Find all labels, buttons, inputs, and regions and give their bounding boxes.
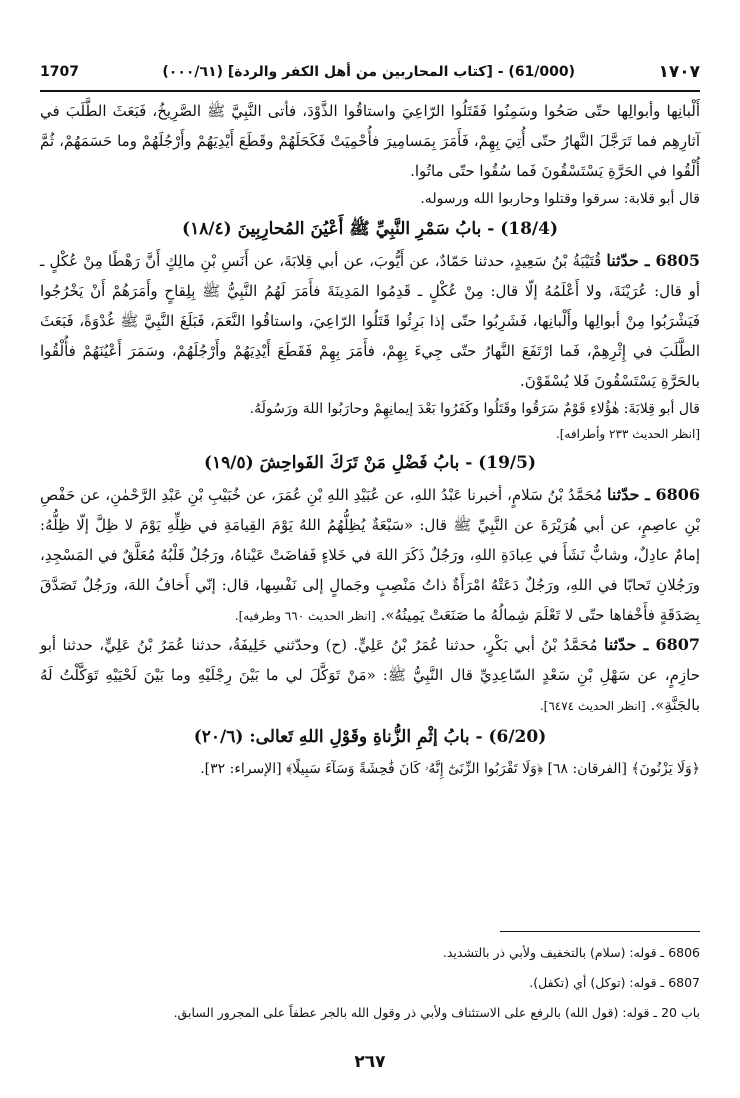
chapter-heading-20: (6/20) - بابُ إثْمِ الزُّناةِ وقَوْلِ اللهِ تَعالى: (٢٠/٦): [193, 727, 547, 747]
footer-page-number: ٢٦٧: [354, 1052, 386, 1072]
page-number-arabic: ١٧٠٧: [658, 62, 700, 82]
header-rule: [40, 90, 700, 92]
hadith-6805-number: 6805 ـ حدّثنا: [606, 251, 700, 270]
hadith-6805-text: قُتَيْبَةُ بْنُ سَعِيدٍ، حدثنا حَمّادٌ، عن أَيُّوبَ، عن أبي قِلابَةَ، عن أَنَسِ بْنِ مالِكٍ أَنَّ رَهْطًا مِنْ عُكْلٍ ـ أو قال: عُرَيْنَةَ، ولا أَعْلَمُهُ إلّا قال: مِنْ عُكْلٍ ـ قَدِمُوا المَدِينَةَ فأَمَرَ لَهُمُ النَّبِيُّ ﷺ بِلِقاحٍ وأَمَرَهُمْ أَنْ يَخْرُجُوا فَيَشْرَبُوا مِنْ أبوالِها وأَلْبانِها، فَشَرِبُوا حتّى إذا بَرِئُوا قَتَلُوا الرّاعِيَ، واستاقُوا النَّعَمَ، فَبَلَغَ النَّبِيَّ ﷺ غُدْوَةً، فَبَعَثَ الطَّلَبَ في إِثْرِهِمْ، فَما ارْتَفَعَ النَّهارُ حتّى جِيءَ بِهِمْ، فأَمَرَ بِهِمْ فَقَطَعَ أَيْدِيَهُمْ وأَرْجُلَهُمْ، وسَمَرَ أَعْيُنَهُمْ فأُلْقُوا بالحَرَّةِ يَسْتَسْقُونَ فَلا يُسْقَوْنَ.: [40, 252, 700, 390]
hadith-6807-number: 6807 ـ حدّثنا: [603, 635, 700, 654]
abu-qilaba-note-2: قال أبو قِلابَةَ: هٰؤُلاءِ قَوْمٌ سَرَقُوا وقَتَلُوا وكَفَرُوا بَعْدَ إيمانِهِمْ وحارَبُوا اللهَ ورَسُولَهُ.: [249, 401, 700, 417]
hadith-6807: [40, 630, 700, 720]
continuation-paragraph: أَلْبانِها وأبوالِها حتّى صَحُوا وسَمِنُوا فَقَتَلُوا الرّاعِيَ واستاقُوا الذَّوْدَ، فأتى النَّبِيَّ ﷺ الصَّرِيخُ، فَبَعَثَ الطَّلَبَ في آثارِهِم فما تَرَجَّلَ النَّهارُ حتّى أُتِيَ بِهِمْ، فَأَمَرَ بِمَسامِيرَ فأُحْمِيَتْ فَكَحَلَهُمْ وقَطَعَ أَيْدِيَهُمْ وأَرْجُلَهُمْ وما حَسَمَهُمْ، ثُمَّ أُلْقُوا في الحَرَّةِ يَسْتَسْقُونَ فَما سُقُوا حتّى ماتُوا.: [40, 102, 700, 180]
chapter-heading-19: (19/5) - بابُ فَضْلِ مَنْ تَرَكَ الفَواحِشَ (١٩/٥): [204, 453, 536, 473]
hadith-6807-text: مُحَمَّدُ بْنُ أبي بَكْرٍ، حدثنا عُمَرُ بْنُ عَلِيٍّ. (ح) وحدّثني خَلِيفَةُ، حدثنا عُمَرُ بْنُ عَلِيٍّ، حدثنا أبو حازِمٍ، عن سَهْلِ بْنِ سَعْدٍ السّاعِدِيِّ قال النَّبِيُّ ﷺ: «مَنْ تَوَكَّلَ لي ما بَيْنَ رِجْلَيْهِ وما بَيْنَ لَحْيَيْهِ تَوَكَّلْتُ لَهُ بالجَنَّةِ».: [40, 636, 700, 714]
main-text: [40, 96, 700, 784]
running-header: [40, 58, 700, 86]
reference-6806: [انظر الحديث ٦٦٠ وطرفيه].: [234, 609, 376, 623]
footnote-6806: 6806 ـ قوله: (سلام) بالتخفيف ولأبي ذر بالتشديد.: [442, 945, 700, 960]
reference-6805: [انظر الحديث ٢٣٣ وأطرافه].: [555, 427, 700, 441]
hadith-6806-text: مُحَمَّدُ بْنُ سَلامٍ، أخبرنا عَبْدُ اللهِ، عن عُبَيْدِ اللهِ بْنِ عُمَرَ، عن خُبَيْبِ بْنِ عَبْدِ الرَّحْمٰنِ، عن حَفْصِ بْنِ عاصِمٍ، عن أبي هُرَيْرَةَ عن النَّبِيِّ ﷺ قال: «سَبْعَةٌ يُظِلُّهُمُ اللهُ يَوْمَ القِيامَةِ في ظِلِّهِ يَوْمَ لا ظِلَّ إلّا ظِلُّهُ: إمامٌ عادِلٌ، وشابٌّ نَشَأَ في عِبادَةِ اللهِ، ورَجُلٌ ذَكَرَ اللهَ في خَلاءٍ فَفاضَتْ عَيْناهُ، ورَجُلٌ قَلْبُهُ مُعَلَّقٌ في المَسْجِدِ، ورَجُلانِ تَحابّا في اللهِ، ورَجُلٌ دَعَتْهُ امْرَأَةٌ ذاتُ مَنْصِبٍ وجَمالٍ إلى نَفْسِها، قال: إنّي أَخافُ اللهَ، ورَجُلٌ تَصَدَّقَ بِصَدَقَةٍ فأَخْفاها حتّى لا تَعْلَمَ شِمالُهُ ما صَنَعَتْ يَمِينُهُ».: [40, 486, 700, 624]
hadith-6806-number: 6806 ـ حدّثنا: [607, 485, 700, 504]
footnote-6807: 6807 ـ قوله: (توكل) أي (تكفل).: [529, 975, 700, 990]
hadith-6806: [40, 480, 700, 630]
abu-qilaba-note-1: قال أبو قلابة: سرقوا وقتلوا وحاربوا الله ورسوله.: [420, 191, 700, 207]
footnote-rule: [500, 931, 700, 932]
page-number-latin: 1707: [40, 64, 79, 80]
chapter-heading-18: (18/4) - بابُ سَمْرِ النَّبِيِّ ﷺ أَعْيُنَ المُحارِبِينَ (١٨/٤): [182, 219, 558, 239]
hadith-6805: [40, 246, 700, 396]
footnotes: [40, 938, 700, 1028]
footnote-bab-20: باب 20 ـ قوله: (قول الله) بالرفع على الاستئناف ولأبي ذر وقول الله بالجر عطفاً على المجرور السابق.: [173, 1005, 700, 1020]
reference-6807: [انظر الحديث ٦٤٧٤].: [539, 699, 646, 713]
running-title: (61/000) - [كتاب المحاربين من أهل الكفر والردة] (٠٠٠/٦١): [162, 64, 576, 80]
quran-verses: ﴿وَلَا يَزْنُونَ﴾ [الفرقان: ٦٨] ﴿وَلَا تَقْرَبُوا الزِّنَىٰٓ إِنَّهُۥ كَانَ فَٰحِشَةً وَسَآءَ سَبِيلًا﴾ [الإسراء: ٣٢].: [200, 761, 700, 777]
